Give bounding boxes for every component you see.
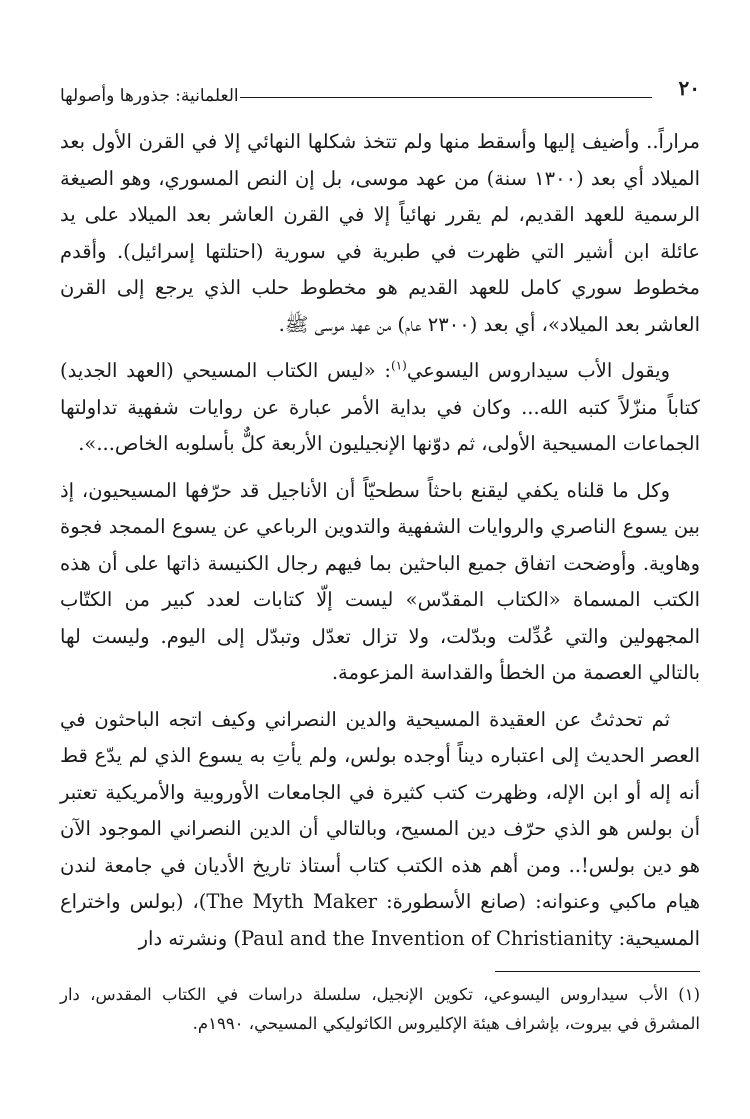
paragraph: ثم تحدثتُ عن العقيدة المسيحية والدين النصراني وكيف اتجه الباحثون في العصر الحديث إلى اعتباره ديناً أوجده بولس، ولم يأتِ به يسوع الذي لم يدّع قط أنه إله أو ابن الإله، وظهرت كتب كثيرة في الجامعات الأوروبية والأمريكية تعتبر أن بولس هو الذي حرّف دين المسيح، وبالتالي أن الدين النصراني الموجود الآن هو دين بولس!.. ومن أهم هذه الكتب كتاب أستاذ تاريخ الأديان في جامعة لندن هيام ماكبي وعنوانه: (صانع الأسطورة: The Myth Maker)، (بولس واختراع المسيحية: Paul and the Invention of Christianity) ونشرته دار [60, 707, 700, 950]
running-title: العلمانية: جذورها وأصولها [60, 86, 239, 106]
footnote-rule [495, 971, 700, 972]
book-page [60, 70, 700, 1038]
body-text [60, 124, 700, 957]
paragraph: وكل ما قلناه يكفي ليقنع باحثاً سطحيّاً أن الأناجيل قد حرّفها المسيحيون، إذ بين يسوع الناصري والروايات الشفهية والتدوين الرباعي عن يسوع الممجد فجوة وهاوية. وأوضحت اتفاق جميع الباحثين بما فيهم رجال الكنيسة ذاتها على أن هذه الكتب المسماة «الكتاب المقدّس» ليست إلّا كتابات لعدد كبير من الكتّاب المجهولين والتي عُدِّلت وبدّلت، ولا تزال تعدّل وتبدّل إلى اليوم. وليست لها بالتالي العصمة من الخطأ والقداسة المزعومة. [60, 478, 700, 684]
latin-title: The Myth Maker [206, 890, 378, 913]
paragraph: مراراً.. وأضيف إليها وأسقط منها ولم تتخذ شكلها النهائي إلا في القرن الأول بعد الميلاد أي بعد (١٣٠٠ سنة) من عهد موسى، بل إن النص المسوري، وهو الصيغة الرسمية للعهد القديم، لم يقرر نهائياً إلا في القرن العاشر بعد الميلاد على يد عائلة ابن أشير التي ظهرت في طبرية في سورية (احتلتها إسرائيل). وأقدم مخطوط سوري كامل للعهد القديم هو مخطوط حلب الذي يرجع إلى القرن العاشر بعد الميلاد»، أي بعد (٢٣٠٠ عام) من عهد موسى ﷺ. [60, 130, 700, 336]
page-number: ٢٠ [678, 76, 700, 100]
footnote [60, 980, 700, 1038]
page-header [60, 70, 700, 110]
latin-title: Paul and the Invention of Christianity [241, 926, 613, 950]
footnote-ref[interactable]: (١) [391, 358, 407, 373]
footnote-text: الأب سيداروس اليسوعي، تكوين الإنجيل، سلسلة دراسات في الكتاب المقدس، دار المشرق في بيروت، بإشراف هيئة الإكليروس الكاثوليكي المسيحي، ١٩٩٠م. [60, 985, 700, 1033]
paragraph: ويقول الأب سيداروس اليسوعي$^{(١)}$: «ليس الكتاب المسيحي (العهد الجديد) كتاباً منزّلاً كتبه الله... وكان في بداية الأمر عبارة عن روايات شفهية تداولتها الجماعات المسيحية الأولى، ثم دوّنها الإنجيليون الأربعة كلٌّ بأسلوبه الخاص...». [60, 358, 700, 455]
header-rule [240, 97, 652, 98]
footnote-marker: (١) [678, 985, 700, 1004]
